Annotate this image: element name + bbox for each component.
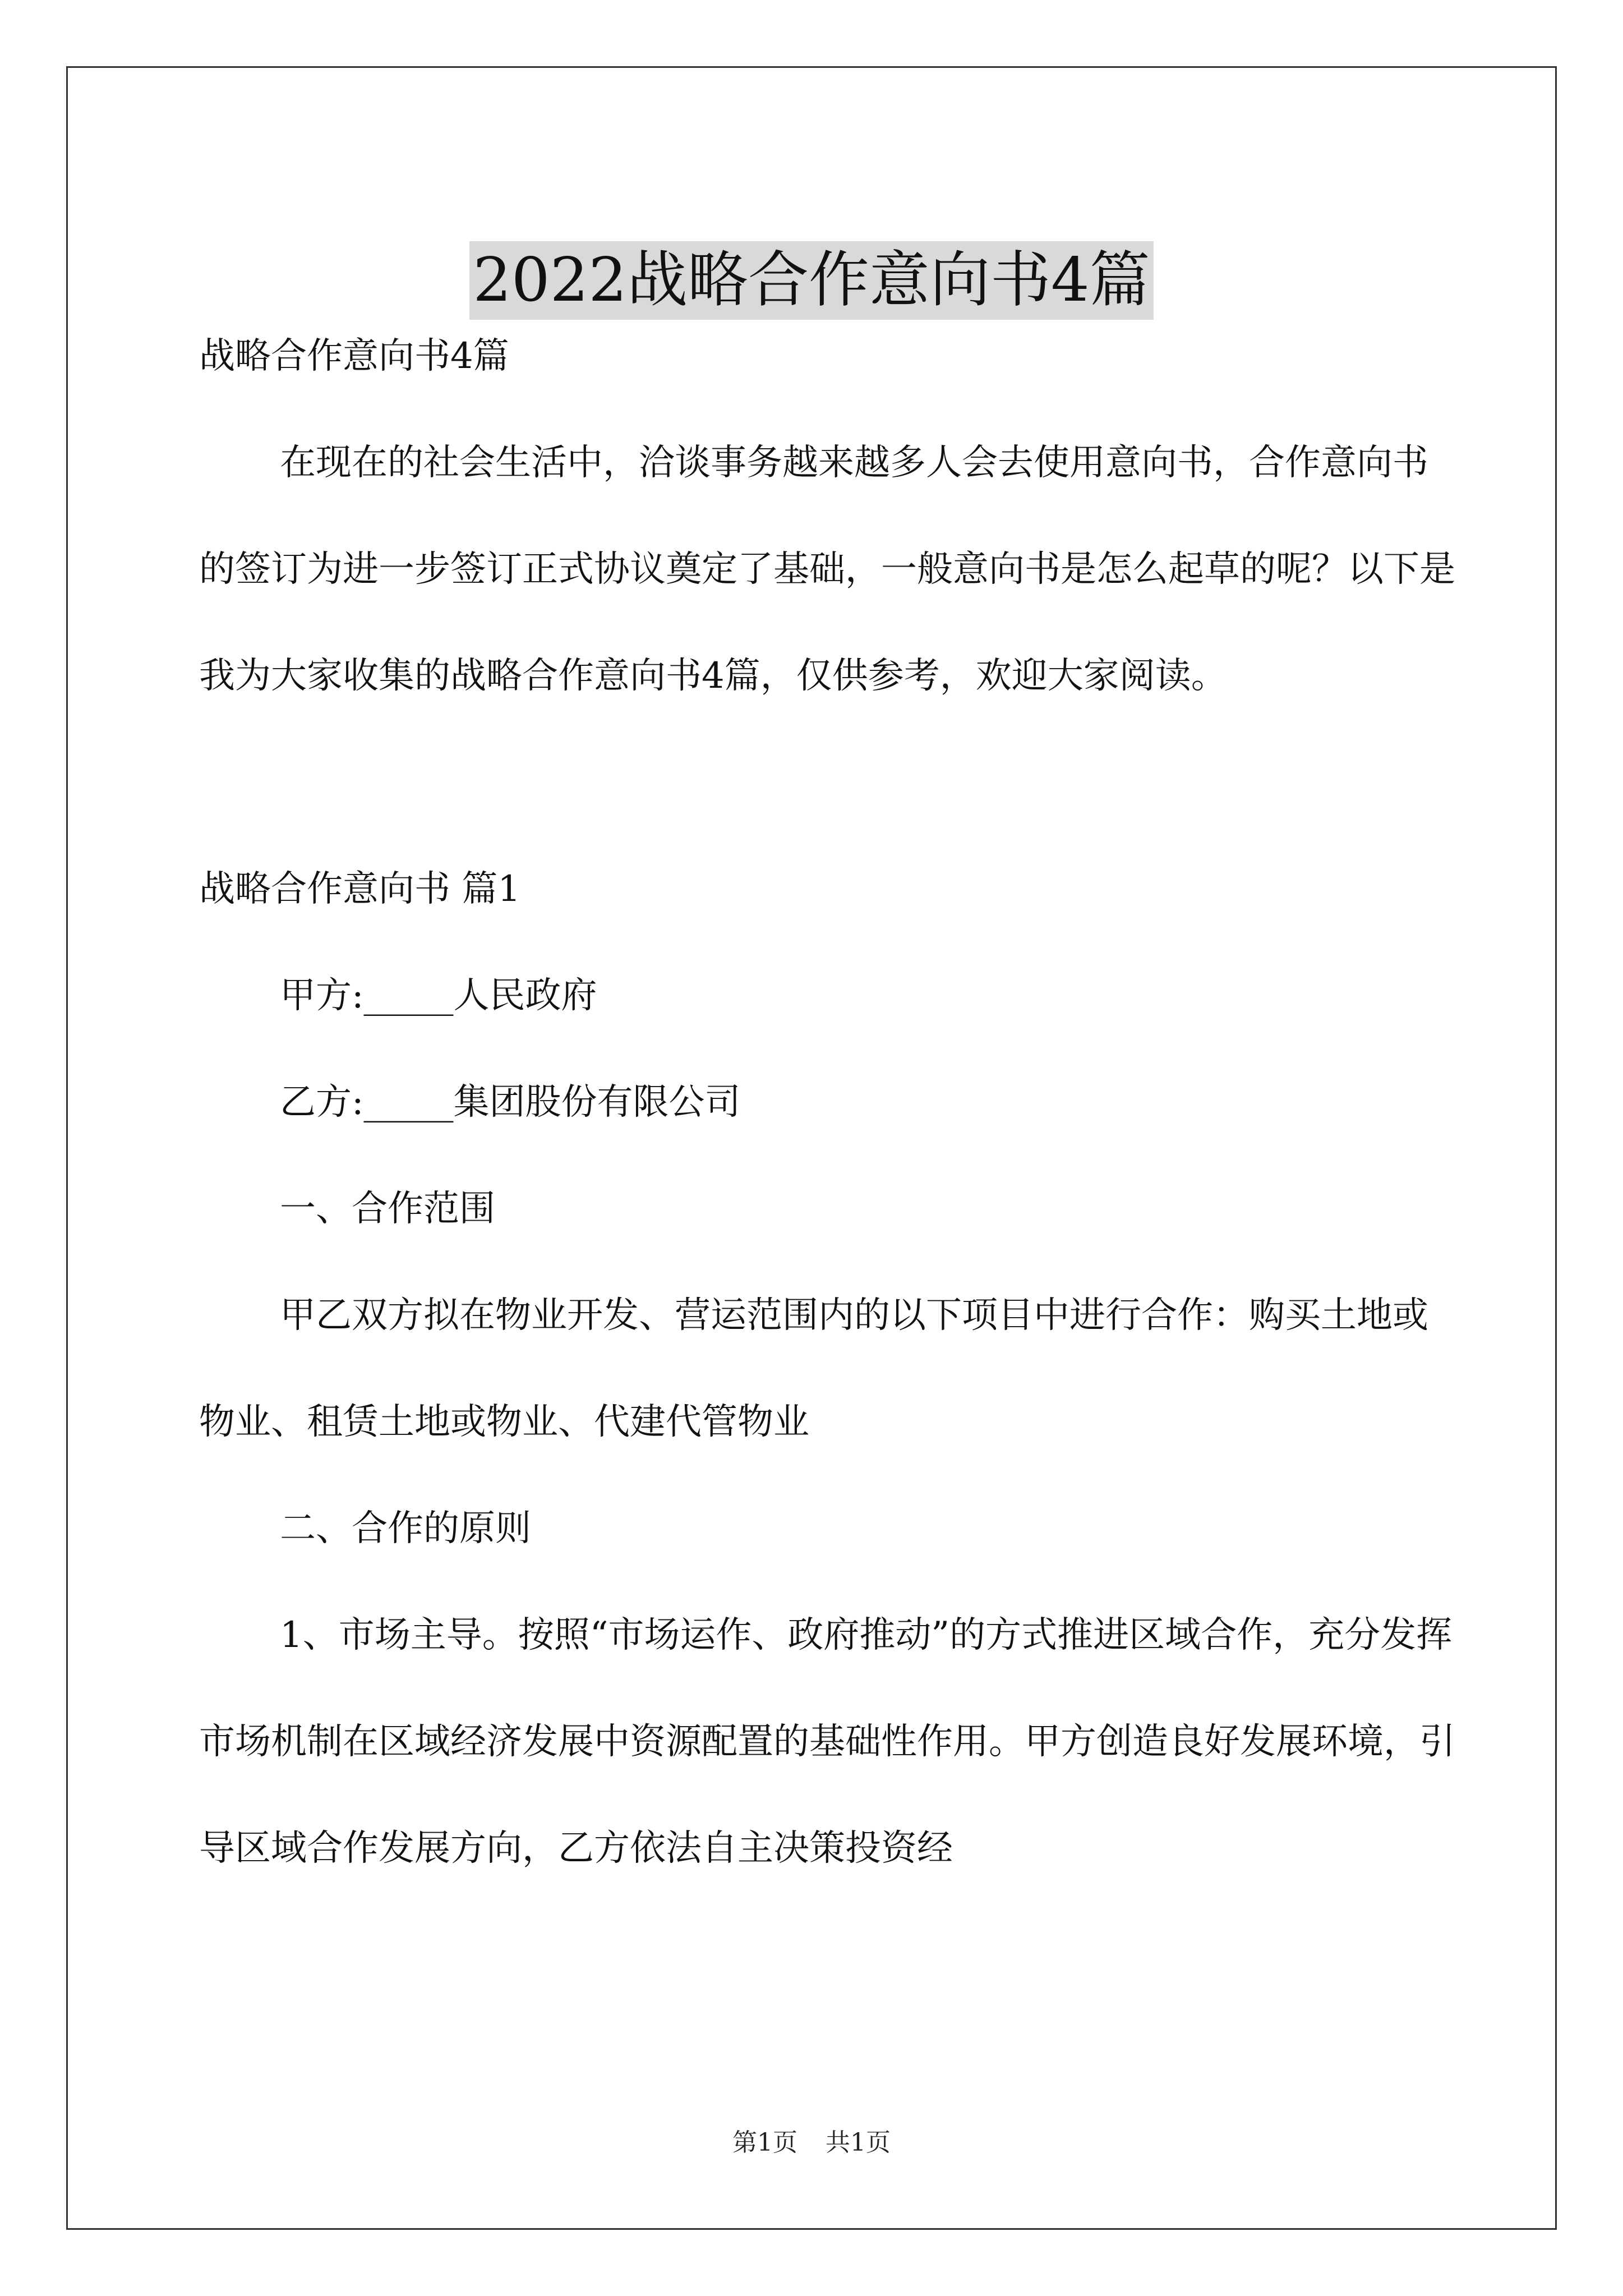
page-footer: [0, 2126, 1623, 2160]
document-body: [199, 303, 1455, 1902]
party-b-line: 乙方:_____集团股份有限公司: [280, 1082, 741, 1123]
scope-heading: 一、合作范围: [280, 1188, 495, 1230]
section-spacer: [199, 729, 1455, 836]
document-title: 2022战略合作意向书4篇: [469, 241, 1154, 320]
section-heading: 战略合作意向书 篇1: [199, 868, 521, 910]
page-total: 共1页: [826, 2128, 891, 2157]
principle-1-paragraph: 1、市场主导。按照“市场运作、政府推动”的方式推进区域合作，充分发挥市场机制在区域经济发展中资源配置的基础性作用。甲方创造良好发展环境，引导区域合作发展方向，乙方依法自主决策投资经: [199, 1614, 1455, 1869]
intro-paragraph: 在现在的社会生活中，洽谈事务越来越多人会去使用意向书，合作意向书的签订为进一步签订正式协议奠定了基础，一般意向书是怎么起草的呢？以下是我为大家收集的战略合作意向书4篇，仅供参考，欢迎大家阅读。: [199, 442, 1455, 697]
scope-paragraph: 甲乙双方拟在物业开发、营运范围内的以下项目中进行合作：购买土地或物业、租赁土地或物业、代建代管物业: [199, 1295, 1428, 1443]
page-number: 第1页: [732, 2128, 797, 2157]
principle-heading: 二、合作的原则: [280, 1508, 531, 1549]
party-a-line: 甲方:_____人民政府: [280, 975, 597, 1016]
document-subtitle: 战略合作意向书4篇: [199, 335, 509, 377]
